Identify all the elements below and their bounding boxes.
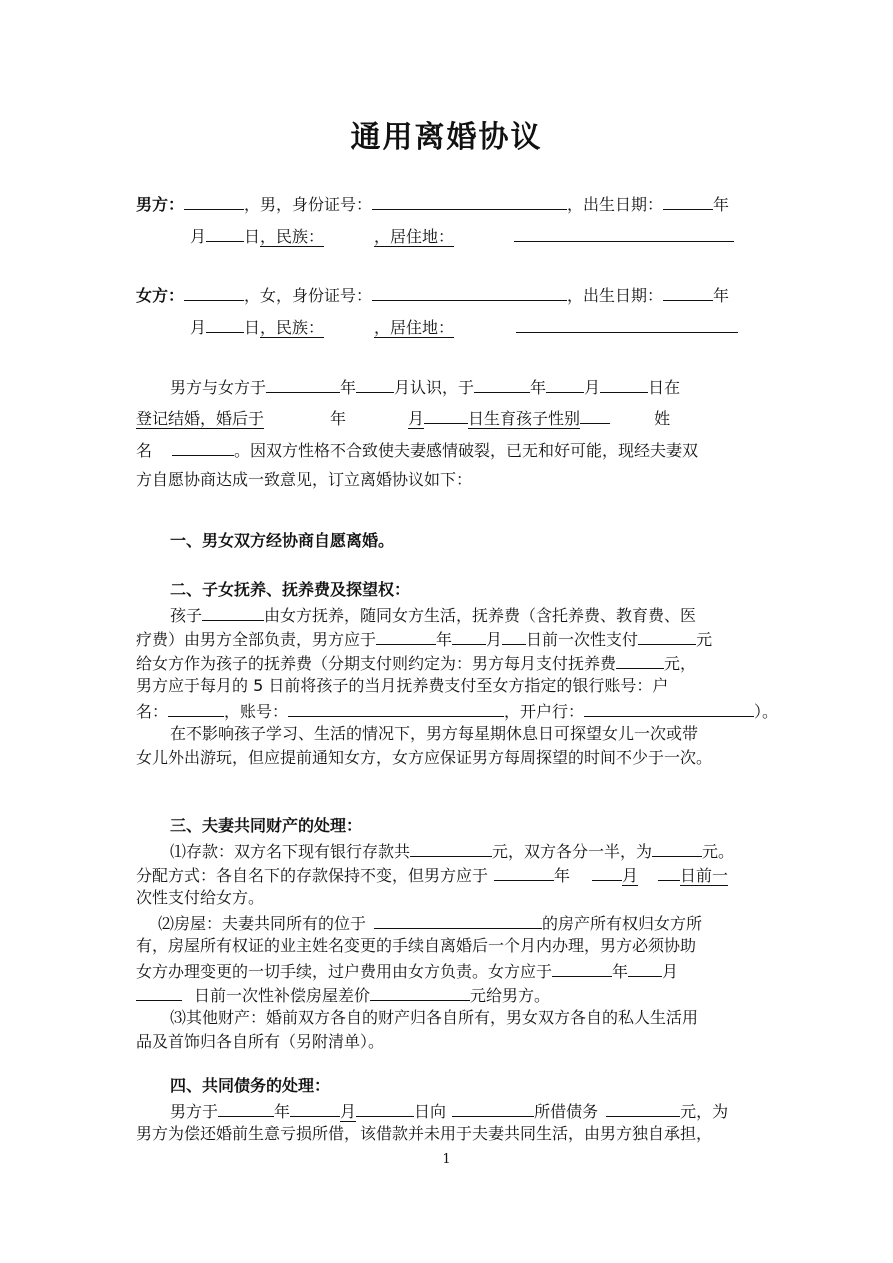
intro-line-4: 方自愿协商达成一致意见，订立离婚协议如下： — [136, 470, 473, 489]
section-2-heading: 二、子女抚养、抚养费及探望权： — [170, 580, 411, 599]
female-name-blank — [184, 284, 244, 301]
s3-line-1: ⑴存款：双方名下现有银行存款共 元，双方各分一半，为 元。 — [170, 842, 735, 861]
male-id-blank — [372, 193, 567, 210]
section-4-heading: 四、共同债务的处理： — [170, 1076, 331, 1095]
male-info-line-2: 月 日，民族： ，居住地： — [190, 225, 734, 247]
female-info-line-1: 女方： ，女，身份证号： ，出生日期： 年 — [136, 286, 730, 305]
intro-line-1: 男方与女方于 年 月认识，于 年 月 日在 — [170, 378, 681, 397]
male-info-line-1: 男方： ，男，身份证号： ，出生日期： 年 — [136, 195, 730, 214]
s2-line-3: 给女方作为孩子的抚养费（分期支付则约定为：男方每月支付抚养费 元， — [136, 654, 697, 673]
s2-line-5: 名： ，账号： ，开户行： ）。 — [136, 702, 779, 721]
s2-line-6: 在不影响孩子学习、生活的情况下，男方每星期休息日可探望女儿一次或带 — [170, 724, 699, 743]
intro-line-2: 登记结婚，婚后于 年 月 日生育孩子性别 姓 — [136, 409, 671, 428]
intro-line-3: 名 。因双方性格不合致使夫妻感情破裂，已无和好可能，现经夫妻双 — [136, 441, 699, 460]
s3-line-8: ⑶其他财产：婚前双方各自的财产归各自所有，男女双方各自的私人生活用 — [170, 1008, 699, 1027]
s2-line-4: 男方应于每月的 5 日前将孩子的当月抚养费支付至女方指定的银行账号：户 — [136, 676, 669, 695]
s2-line-7: 女儿外出游玩，但应提前通知女方，女方应保证男方每周探望的时间不少于一次。 — [136, 748, 713, 767]
document-title: 通用离婚协议 — [350, 120, 543, 155]
s2-line-2: 疗费）由男方全部负责，男方应于 年 月 日前一次性支付 元 — [136, 630, 713, 649]
s2-line-1: 孩子 由女方抚养，随同女方生活，抚养费（含托养费、教育费、医 — [170, 606, 697, 625]
s3-line-6: 女方办理变更的一切手续，过户费用由女方负责。女方应于 年 月 — [136, 962, 679, 981]
s3-line-3: 次性支付给女方。 — [136, 888, 265, 907]
s3-line-4: ⑵房屋：夫妻共同所有的位于 的房产所有权归女方所 — [158, 914, 703, 933]
s3-line-2: 分配方式：各自名下的存款保持不变，但男方应于 年 月 日前一 — [136, 866, 729, 885]
female-info-line-2: 月 日，民族： ，居住地： — [190, 316, 738, 338]
s3-line-5: 有，房屋所有权证的业主姓名变更的手续自离婚后一个月内办理，男方必须协助 — [136, 936, 697, 955]
female-address-blank — [516, 316, 738, 333]
male-address-blank — [514, 225, 734, 242]
section-3-heading: 三、夫妻共同财产的处理： — [170, 816, 363, 835]
male-birth-month-blank — [206, 225, 244, 242]
male-name-blank — [184, 193, 244, 210]
section-1-heading: 一、男女双方经协商自愿离婚。 — [170, 531, 395, 550]
female-id-blank — [372, 284, 567, 301]
female-birth-month-blank — [206, 316, 244, 333]
page-number: 1 — [442, 1152, 451, 1167]
female-birth-year-blank — [663, 284, 713, 301]
s3-line-7: 日前一次性补偿房屋差价 元给男方。 — [136, 984, 550, 1006]
s3-line-9: 品及首饰归各自所有（另附清单）。 — [136, 1032, 385, 1051]
male-birth-year-blank — [663, 193, 713, 210]
s4-line-2: 男方为偿还婚前生意亏损所借，该借款并未用于夫妻共同生活，由男方独自承担， — [136, 1124, 713, 1143]
s4-line-1: 男方于 年 月 日向 所借债务 元，为 — [170, 1102, 729, 1121]
